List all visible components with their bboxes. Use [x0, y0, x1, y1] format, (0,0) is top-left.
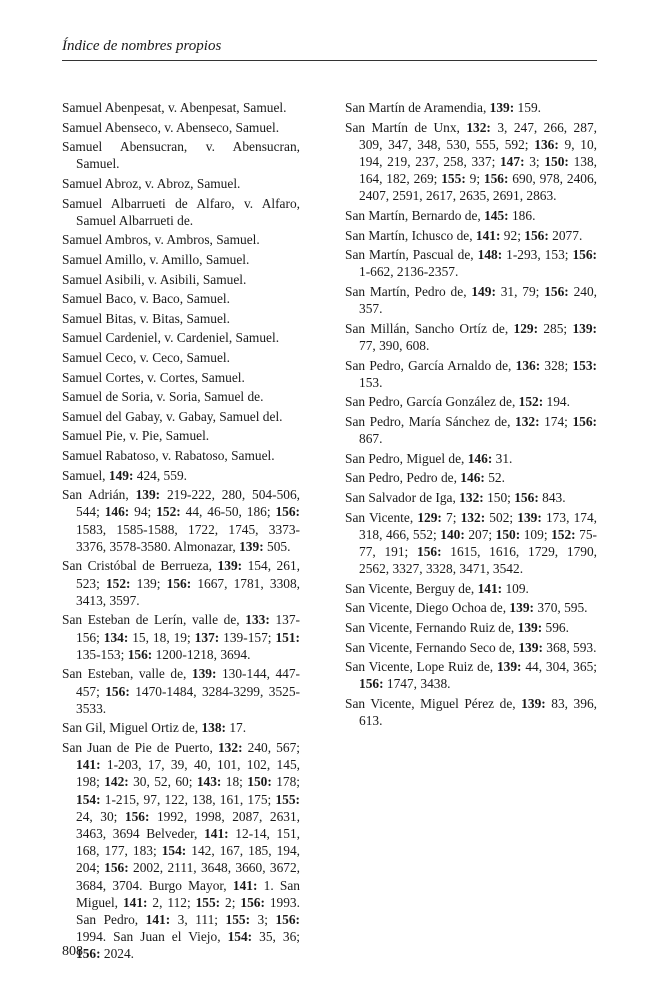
- index-entry: Samuel Ceco, v. Ceco, Samuel.: [62, 349, 230, 365]
- index-entry: Samuel Albarrueti de Alfaro, v. Alfaro, Samuel Albarrueti de.: [62, 195, 300, 228]
- index-entry: San Martín, Pascual de, 148: 1-293, 153; 156: 1-662, 2136-2357.: [345, 247, 597, 280]
- index-entry: San Martín de Aramendia, 139: 159.: [345, 100, 541, 115]
- index-entry: San Vicente, Fernando Seco de, 139: 368, 593.: [345, 639, 597, 655]
- page-number: 808: [62, 944, 83, 959]
- index-entry: San Esteban de Lerín, valle de, 133: 137-156; 134: 15, 18, 19; 137: 139-157; 151: 135-153; 156: 1200-1218, 3694.: [62, 612, 301, 662]
- index-entry: San Vicente, Diego Ochoa de, 139: 370, 595.: [345, 600, 588, 616]
- index-entry: San Pedro, María Sánchez de, 132: 174; 156: 867.: [345, 413, 597, 447]
- index-entry: San Martín de Unx, 132: 3, 247, 266, 287, 309, 347, 348, 530, 555, 592; 136: 9, 10, 194, 219, 237, 258, 337; 147: 3; 150: 138, 164, 182, 269; 155: 9; 156: 690, 978, 2406, 2407, 2591, 2617, 2635, 2691, 2863.: [345, 119, 597, 204]
- index-entry: San Pedro, Miguel de, 146: 31.: [345, 450, 513, 466]
- index-entry: San Millán, Sancho Ortíz de, 129: 285; 139: 77, 390, 608.: [345, 320, 597, 353]
- index-entry: Samuel del Gabay, v. Gabay, Samuel del.: [62, 408, 283, 424]
- index-entry: San Salvador de Iga, 132: 150; 156: 843.: [345, 489, 566, 505]
- index-entry: San Pedro, Pedro de, 146: 52.: [345, 470, 505, 486]
- running-header: [62, 36, 597, 61]
- index-column-left: [62, 99, 300, 965]
- index-entry: Samuel Abenseco, v. Abenseco, Samuel.: [62, 119, 280, 135]
- index-entry: San Vicente, Miguel Pérez de, 139: 83, 396, 613.: [345, 695, 597, 729]
- index-entry: San Martín, Ichusco de, 141: 92; 156: 2077.: [345, 227, 583, 243]
- header-title: Índice de nombres propios: [62, 38, 222, 54]
- index-entry: Samuel Rabatoso, v. Rabatoso, Samuel.: [62, 447, 275, 463]
- index-entry: San Juan de Pie de Puerto, 132: 240, 567; 141: 1-203, 17, 39, 40, 101, 102, 145, 198; 142: 30, 52, 60; 143: 18; 150: 178; 154: 1-215, 97, 122, 138, 161, 175; 155: 24, 30; 156: 1992, 1998, 2087, 2631, 3463, 3694 Belveder, 141: 12-14, 151, 168, 177, 183; 154: 142, 167, 185, 194, 204; 156: 2002, 2111, 3648, 3660, 3672, 3684, 3704. Burgo Mayor, 141: 1. San Miguel, 141: 2, 112; 155: 2; 156: 1993. San Pedro, 141: 3, 111; 155: 3; 156: 1994. San Juan el Viejo, 154: 35, 36; 156: 2024.: [62, 739, 301, 962]
- index-entry: San Vicente, Fernando Ruiz de, 139: 596.: [345, 619, 569, 635]
- index-entry: Samuel Cortes, v. Cortes, Samuel.: [62, 369, 245, 385]
- index-entry: Samuel Bitas, v. Bitas, Samuel.: [62, 310, 230, 326]
- index-entry: San Pedro, García Arnaldo de, 136: 328; 153: 153.: [345, 357, 597, 390]
- index-entry: San Gil, Miguel Ortiz de, 138: 17.: [62, 720, 247, 736]
- index-entry: Samuel Abensucran, v. Abensucran, Samuel.: [62, 139, 300, 172]
- index-entry: San Vicente, Berguy de, 141: 109.: [345, 580, 529, 596]
- index-entry: Samuel Asibili, v. Asibili, Samuel.: [62, 271, 247, 287]
- index-entry: Samuel, 149: 424, 559.: [62, 467, 187, 483]
- index-entry: Samuel Abenpesat, v. Abenpesat, Samuel.: [62, 100, 287, 115]
- index-entry: Samuel Abroz, v. Abroz, Samuel.: [62, 175, 241, 191]
- index-entry: San Esteban, valle de, 139: 130-144, 447-457; 156: 1470-1484, 3284-3299, 3525-3533.: [62, 666, 301, 716]
- index-entry: Samuel Amillo, v. Amillo, Samuel.: [62, 251, 250, 267]
- index-entry: Samuel de Soria, v. Soria, Samuel de.: [62, 389, 264, 405]
- index-entry: Samuel Pie, v. Pie, Samuel.: [62, 428, 210, 444]
- index-entry: San Martín, Pedro de, 149: 31, 79; 156: 240, 357.: [345, 283, 597, 317]
- index-entry: San Cristóbal de Berrueza, 139: 154, 261, 523; 152: 139; 156: 1667, 1781, 3308, 3413, 3597.: [62, 558, 301, 608]
- index-entry: Samuel Ambros, v. Ambros, Samuel.: [62, 232, 260, 248]
- index-column-right: [345, 99, 597, 732]
- index-entry: San Vicente, Lope Ruiz de, 139: 44, 304, 365; 156: 1747, 3438.: [345, 659, 597, 692]
- index-entry: San Martín, Bernardo de, 145: 186.: [345, 208, 536, 223]
- index-entry: San Adrián, 139: 219-222, 280, 504-506, 544; 146: 94; 152: 44, 46-50, 186; 156: 1583, 1585-1588, 1722, 1745, 3373-3376, 3578-3580. Almonazar, 139: 505.: [62, 487, 301, 554]
- index-entry: Samuel Baco, v. Baco, Samuel.: [62, 291, 230, 307]
- index-entry: San Pedro, García González de, 152: 194.: [345, 394, 570, 410]
- index-entry: Samuel Cardeniel, v. Cardeniel, Samuel.: [62, 330, 280, 346]
- index-entry: San Vicente, 129: 7; 132: 502; 139: 173, 174, 318, 466, 552; 140: 207; 150: 109; 152: 75-77, 191; 156: 1615, 1616, 1729, 1790, 2562, 3327, 3328, 3471, 3542.: [345, 509, 597, 577]
